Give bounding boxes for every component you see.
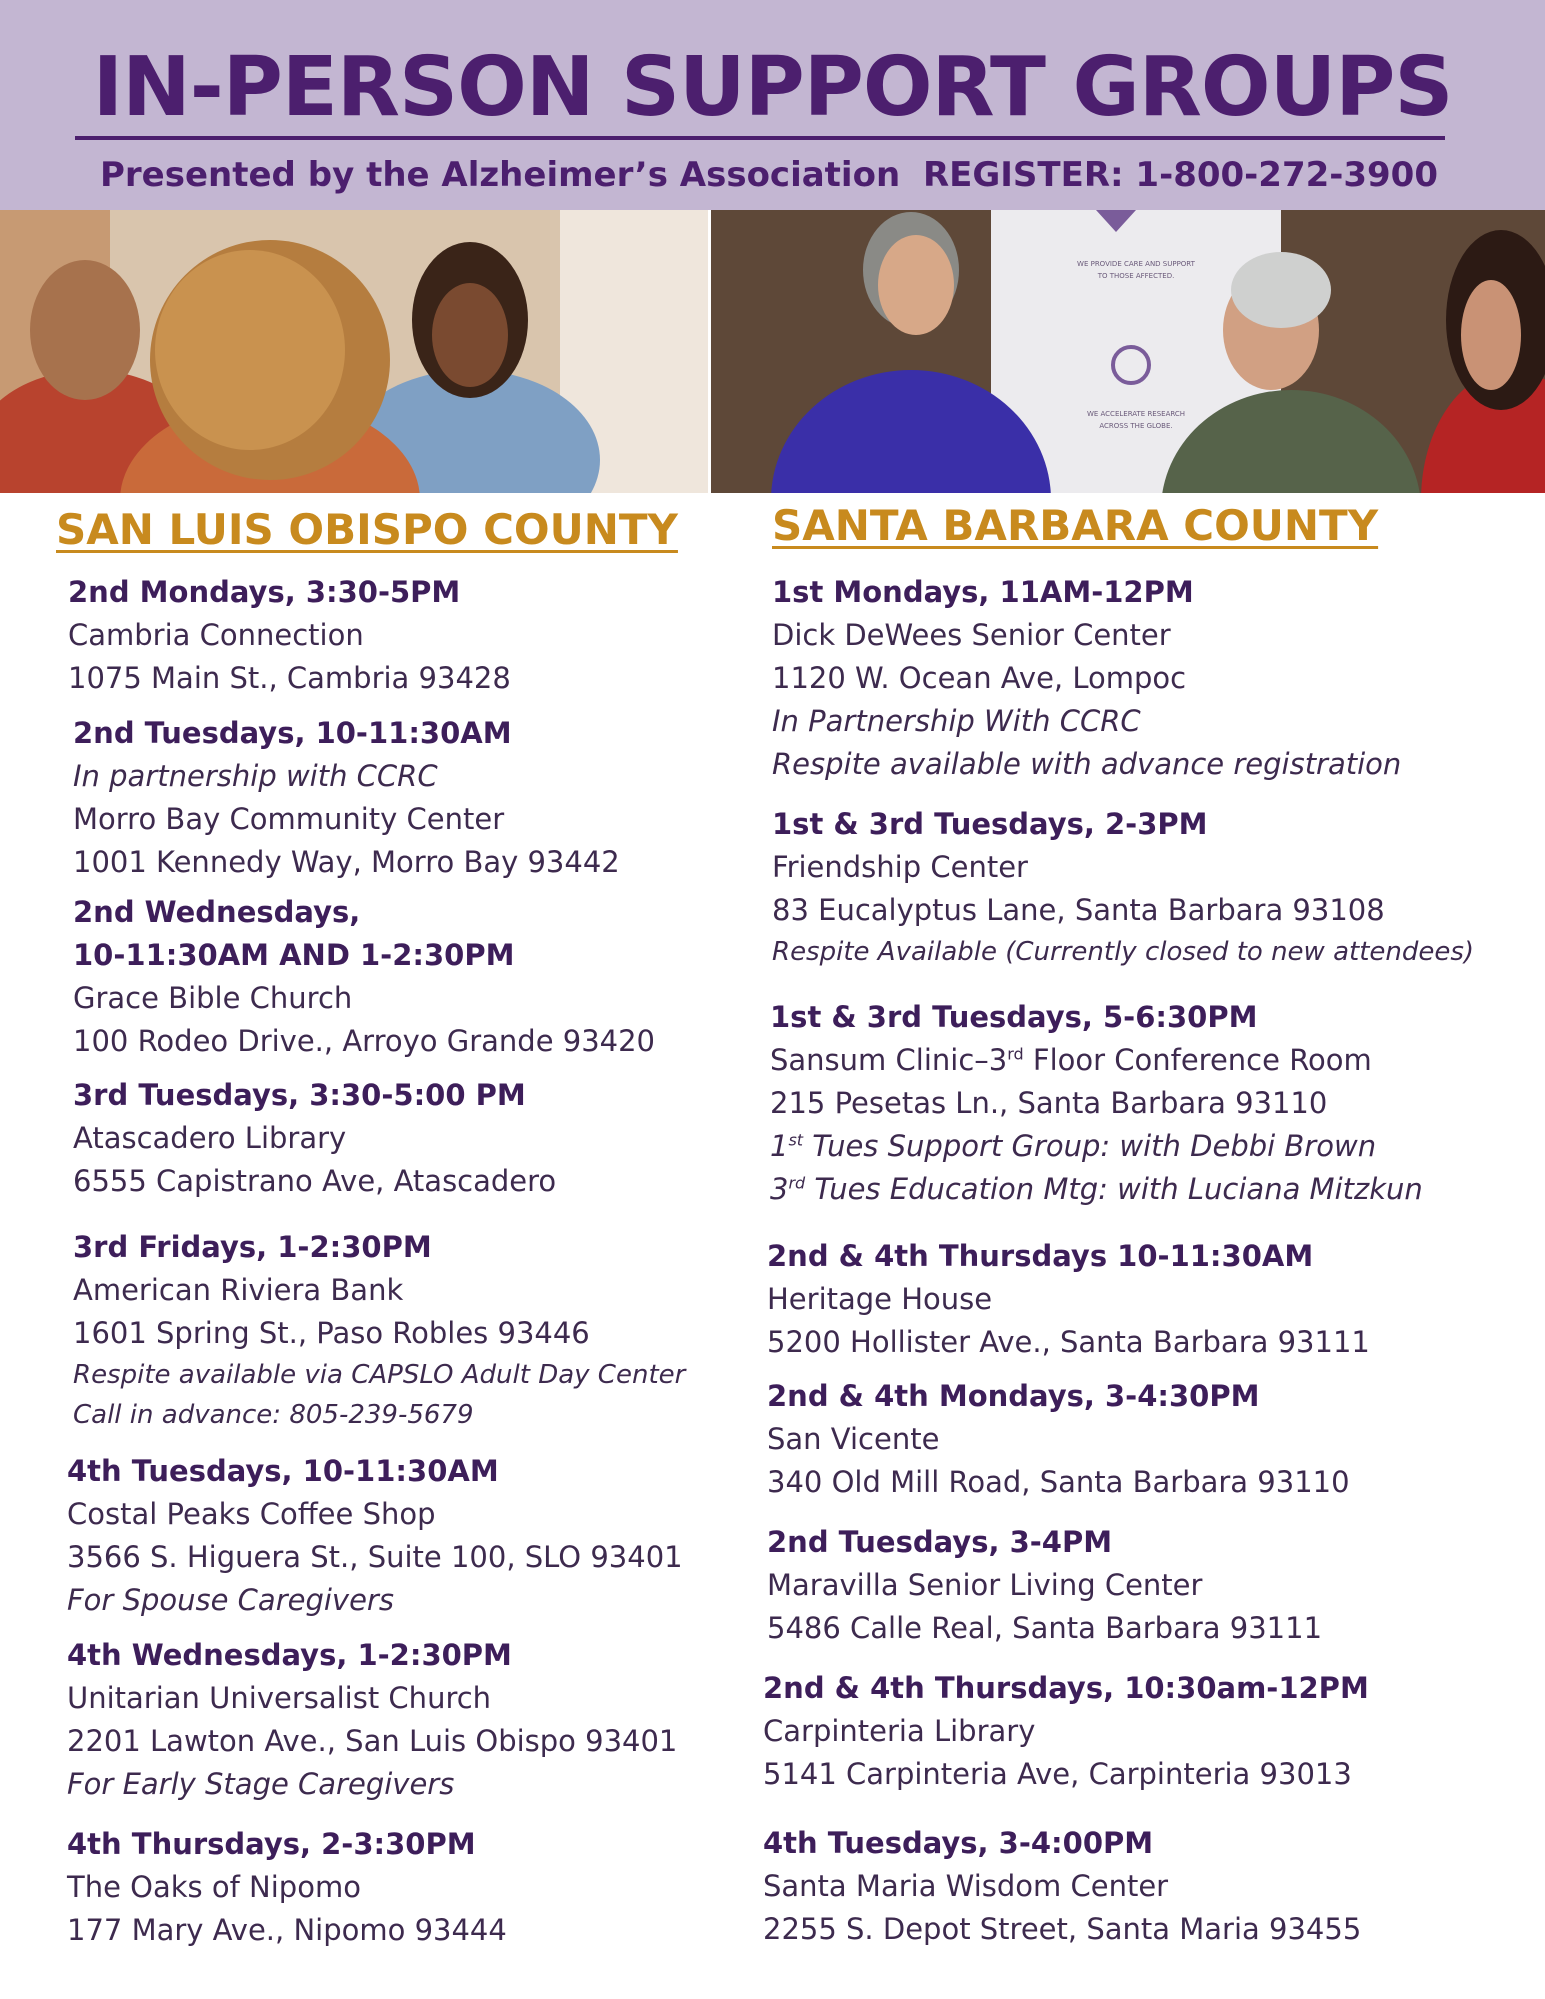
banner-text-2: TO THOSE AFFECTED. <box>1097 272 1175 280</box>
sb-group-carpinteria <box>763 1667 1369 1796</box>
photo-strip <box>0 210 1545 493</box>
sb-county-heading: SANTA BARBARA COUNTY <box>772 501 1379 550</box>
group-location: Cambria Connection <box>68 618 364 652</box>
group-address: 5141 Carpinteria Ave, Carpinteria 93013 <box>763 1757 1352 1791</box>
group-schedule: 2nd & 4th Thursdays, 10:30am-12PM <box>763 1671 1369 1705</box>
slo-group-paso-robles <box>73 1226 685 1435</box>
group-address: 5486 Calle Real, Santa Barbara 93111 <box>767 1611 1323 1645</box>
sb-group-lompoc <box>772 571 1401 786</box>
group-location: Dick DeWees Senior Center <box>772 618 1171 652</box>
group-schedule: 2nd Tuesdays, 10-11:30AM <box>73 716 512 750</box>
group-location: Carpinteria Library <box>763 1714 1036 1748</box>
slo-group-cambria <box>68 571 511 700</box>
support-group-photo-left <box>0 210 708 493</box>
group-schedule: 1st Mondays, 11AM-12PM <box>772 575 1194 609</box>
group-schedule: 4th Tuesdays, 10-11:30AM <box>67 1454 499 1488</box>
group-schedule: 2nd & 4th Mondays, 3-4:30PM <box>767 1379 1260 1413</box>
group-location: Costal Peaks Coffee Shop <box>67 1497 436 1531</box>
group-address: 1120 W. Ocean Ave, Lompoc <box>772 661 1187 695</box>
group-note: Respite Available (Currently closed to new attendees) <box>772 937 1475 967</box>
group-address: 340 Old Mill Road, Santa Barbara 93110 <box>767 1465 1350 1499</box>
group-address: 100 Rodeo Drive., Arroyo Grande 93420 <box>73 1024 656 1058</box>
group-location: Friendship Center <box>772 850 1028 884</box>
group-schedule: 2nd Mondays, 3:30-5PM <box>68 575 461 609</box>
group-note: In Partnership With CCRC <box>772 704 1141 738</box>
group-schedule-times: 10-11:30AM AND 1-2:30PM <box>73 938 515 972</box>
group-schedule: 2nd Wednesdays, <box>73 895 361 929</box>
group-location: The Oaks of Nipomo <box>67 1870 361 1904</box>
banner-text-3: WE ACCELERATE RESEARCH <box>1086 410 1186 418</box>
group-location: Morro Bay Community Center <box>73 802 505 836</box>
slo-group-unitarian <box>67 1634 677 1806</box>
group-address: 5200 Hollister Ave., Santa Barbara 93111 <box>767 1325 1370 1359</box>
group-note: In partnership with CCRC <box>73 759 438 793</box>
group-location: Maravilla Senior Living Center <box>767 1568 1203 1602</box>
sb-group-friendship-center <box>772 803 1474 972</box>
group-location: Unitarian Universalist Church <box>67 1681 492 1715</box>
sb-group-san-vicente <box>767 1375 1350 1504</box>
group-address: 177 Mary Ave., Nipomo 93444 <box>67 1913 507 1947</box>
group-schedule: 4th Tuesdays, 3-4:00PM <box>763 1826 1154 1860</box>
banner-text-1: WE PROVIDE CARE AND SUPPORT <box>1077 260 1195 268</box>
page-title: IN-PERSON SUPPORT GROUPS <box>92 40 1453 135</box>
slo-group-slo-coffee <box>67 1450 683 1622</box>
group-respite-note: Respite available with advance registration <box>772 747 1402 781</box>
group-address: 2201 Lawton Ave., San Luis Obispo 93401 <box>67 1724 678 1758</box>
group-address: 1001 Kennedy Way, Morro Bay 93442 <box>73 845 620 879</box>
group-address: 1601 Spring St., Paso Robles 93446 <box>73 1316 590 1350</box>
group-address: 1075 Main St., Cambria 93428 <box>68 661 511 695</box>
group-schedule: 1st & 3rd Tuesdays, 5-6:30PM <box>770 1000 1258 1034</box>
group-note: For Spouse Caregivers <box>67 1583 394 1617</box>
group-note-third-tues: 3rd Tues Education Mtg: with Luciana Mitzkun <box>770 1172 1423 1206</box>
group-address: 6555 Capistrano Ave, Atascadero <box>73 1164 557 1198</box>
group-note-first-tues: 1st Tues Support Group: with Debbi Brown <box>770 1129 1377 1163</box>
sb-group-heritage-house <box>767 1235 1370 1364</box>
banner-text-4: ACROSS THE GLOBE. <box>1099 422 1173 430</box>
header-banner <box>0 0 1545 210</box>
group-schedule: 2nd & 4th Thursdays 10-11:30AM <box>767 1239 1314 1273</box>
group-phone-note: Call in advance: 805-239-5679 <box>73 1400 474 1430</box>
group-note: For Early Stage Caregivers <box>67 1767 455 1801</box>
sb-group-sansum-clinic <box>770 996 1423 1211</box>
group-location: Santa Maria Wisdom Center <box>763 1869 1169 1903</box>
group-address: 83 Eucalyptus Lane, Santa Barbara 93108 <box>772 893 1385 927</box>
group-address: 3566 S. Higuera St., Suite 100, SLO 93401 <box>67 1540 683 1574</box>
group-location: Grace Bible Church <box>73 981 353 1015</box>
group-location: American Riviera Bank <box>73 1273 404 1307</box>
slo-group-nipomo <box>67 1823 507 1952</box>
register-phone[interactable]: REGISTER: 1-800-272-3900 <box>922 155 1438 195</box>
group-location: Heritage House <box>767 1282 993 1316</box>
group-schedule: 4th Thursdays, 2-3:30PM <box>67 1827 476 1861</box>
slo-group-arroyo-grande <box>73 891 655 1063</box>
group-schedule: 3rd Tuesdays, 3:30-5:00 PM <box>73 1078 526 1112</box>
sb-group-santa-maria <box>763 1822 1361 1951</box>
sb-group-maravilla <box>767 1521 1322 1650</box>
group-schedule: 4th Wednesdays, 1-2:30PM <box>67 1638 512 1672</box>
group-location: San Vicente <box>767 1422 940 1456</box>
slo-county-heading: SAN LUIS OBISPO COUNTY <box>56 505 678 554</box>
support-group-photo-right <box>711 210 1545 493</box>
group-location: Sansum Clinic–3rd Floor Conference Room <box>770 1043 1372 1077</box>
group-note: Respite available via CAPSLO Adult Day Center <box>73 1360 686 1390</box>
presented-by-text: Presented by the Alzheimer’s Association <box>100 155 901 195</box>
group-schedule: 2nd Tuesdays, 3-4PM <box>767 1525 1113 1559</box>
group-schedule: 1st & 3rd Tuesdays, 2-3PM <box>772 807 1208 841</box>
group-address: 2255 S. Depot Street, Santa Maria 93455 <box>763 1912 1362 1946</box>
title-divider <box>75 136 1445 140</box>
slo-group-atascadero <box>73 1074 556 1203</box>
group-location: Atascadero Library <box>73 1121 347 1155</box>
slo-group-morro-bay <box>73 712 620 884</box>
group-schedule: 3rd Fridays, 1-2:30PM <box>73 1230 432 1264</box>
group-address: 215 Pesetas Ln., Santa Barbara 93110 <box>770 1086 1328 1120</box>
